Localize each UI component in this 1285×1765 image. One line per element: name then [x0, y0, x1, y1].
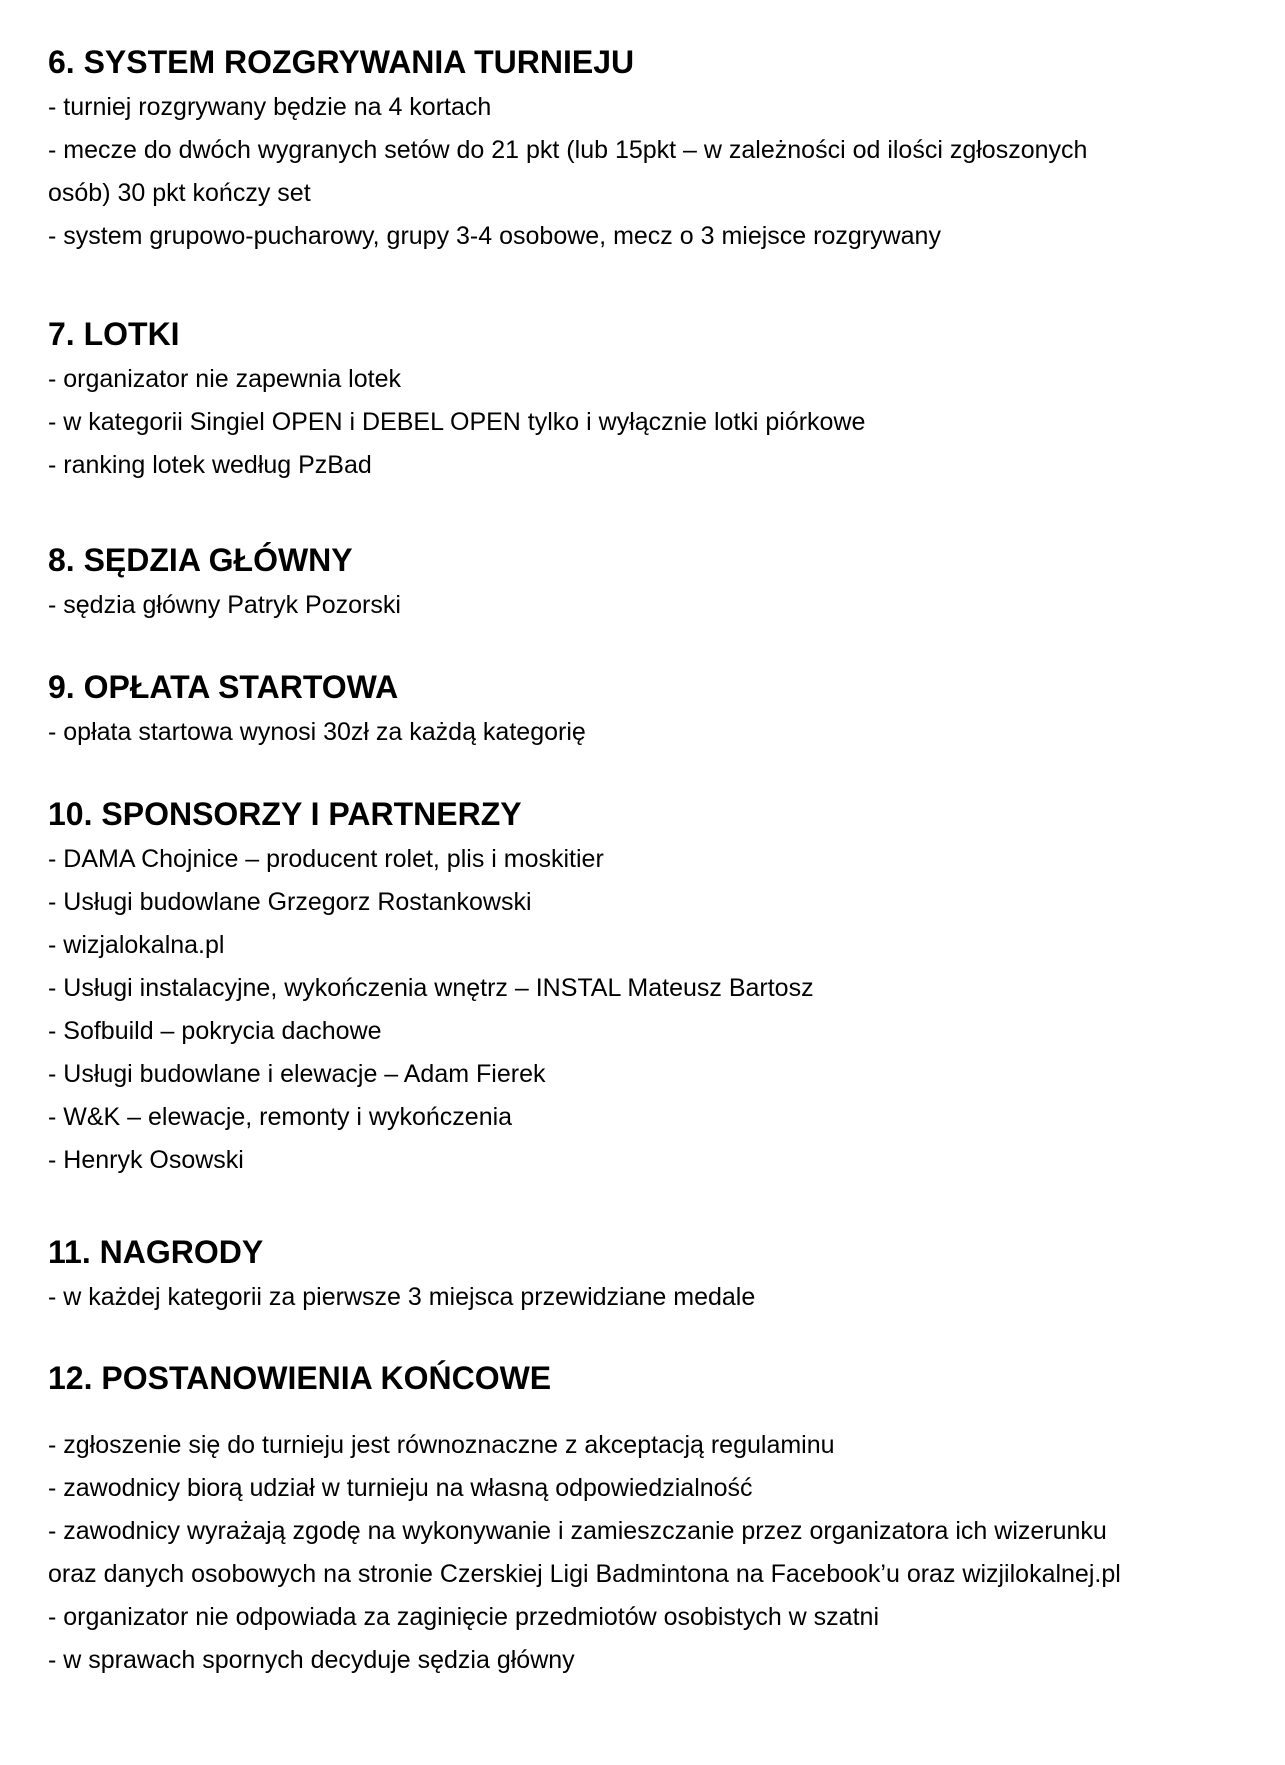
section-line: - ranking lotek według PzBad	[48, 451, 372, 479]
section-line: - mecze do dwóch wygranych setów do 21 pkt (lub 15pkt – w zależności od ilości zgłoszonych	[48, 136, 1088, 164]
section-line: - Usługi budowlane Grzegorz Rostankowski	[48, 888, 532, 916]
section-line: oraz danych osobowych na stronie Czerskiej Ligi Badmintona na Facebook’u oraz wizjilokalnej.pl	[48, 1560, 1121, 1588]
section-heading: 6. SYSTEM ROZGRYWANIA TURNIEJU	[48, 44, 635, 80]
section-sedzia-glowny	[48, 538, 401, 627]
section-line: - DAMA Chojnice – producent rolet, plis i moskitier	[48, 845, 604, 873]
section-line: - w sprawach spornych decyduje sędzia główny	[48, 1646, 575, 1674]
section-line: - zgłoszenie się do turnieju jest równoznaczne z akceptacją regulaminu	[48, 1431, 835, 1459]
section-line: - w każdej kategorii za pierwsze 3 miejsca przewidziane medale	[48, 1283, 756, 1311]
section-line: - Usługi budowlane i elewacje – Adam Fierek	[48, 1060, 546, 1088]
section-postanowienia-koncowe	[48, 1356, 1121, 1682]
section-sponsorzy	[48, 792, 814, 1182]
section-lotki	[48, 312, 865, 487]
section-line: - sędzia główny Patryk Pozorski	[48, 591, 401, 619]
section-line: osób) 30 pkt kończy set	[48, 179, 311, 207]
section-heading: 8. SĘDZIA GŁÓWNY	[48, 542, 353, 578]
section-heading: 9. OPŁATA STARTOWA	[48, 669, 399, 705]
section-line: - w kategorii Singiel OPEN i DEBEL OPEN tylko i wyłącznie lotki piórkowe	[48, 408, 866, 436]
section-heading: 10. SPONSORZY I PARTNERZY	[48, 796, 522, 832]
section-line: - wizjalokalna.pl	[48, 931, 225, 959]
section-heading: 12. POSTANOWIENIA KOŃCOWE	[48, 1360, 552, 1396]
section-heading: 11. NAGRODY	[48, 1234, 264, 1270]
section-line: - zawodnicy biorą udział w turnieju na własną odpowiedzialność	[48, 1474, 753, 1502]
section-heading: 7. LOTKI	[48, 316, 180, 352]
section-line: - Sofbuild – pokrycia dachowe	[48, 1017, 382, 1045]
section-line: - W&K – elewacje, remonty i wykończenia	[48, 1103, 513, 1131]
section-line: - organizator nie zapewnia lotek	[48, 365, 401, 393]
section-line: - zawodnicy wyrażają zgodę na wykonywanie i zamieszczanie przez organizatora ich wizerunku	[48, 1517, 1107, 1545]
section-line: - organizator nie odpowiada za zaginięcie przedmiotów osobistych w szatni	[48, 1603, 879, 1631]
section-line: - turniej rozgrywany będzie na 4 kortach	[48, 93, 492, 121]
section-line: - opłata startowa wynosi 30zł za każdą kategorię	[48, 718, 586, 746]
section-line: - system grupowo-pucharowy, grupy 3-4 osobowe, mecz o 3 miejsce rozgrywany	[48, 222, 941, 250]
section-line: - Henryk Osowski	[48, 1146, 244, 1174]
section-nagrody	[48, 1230, 755, 1319]
section-system-rozgrywania	[48, 40, 1087, 258]
section-line: - Usługi instalacyjne, wykończenia wnętrz – INSTAL Mateusz Bartosz	[48, 974, 814, 1002]
section-oplata-startowa	[48, 665, 586, 754]
